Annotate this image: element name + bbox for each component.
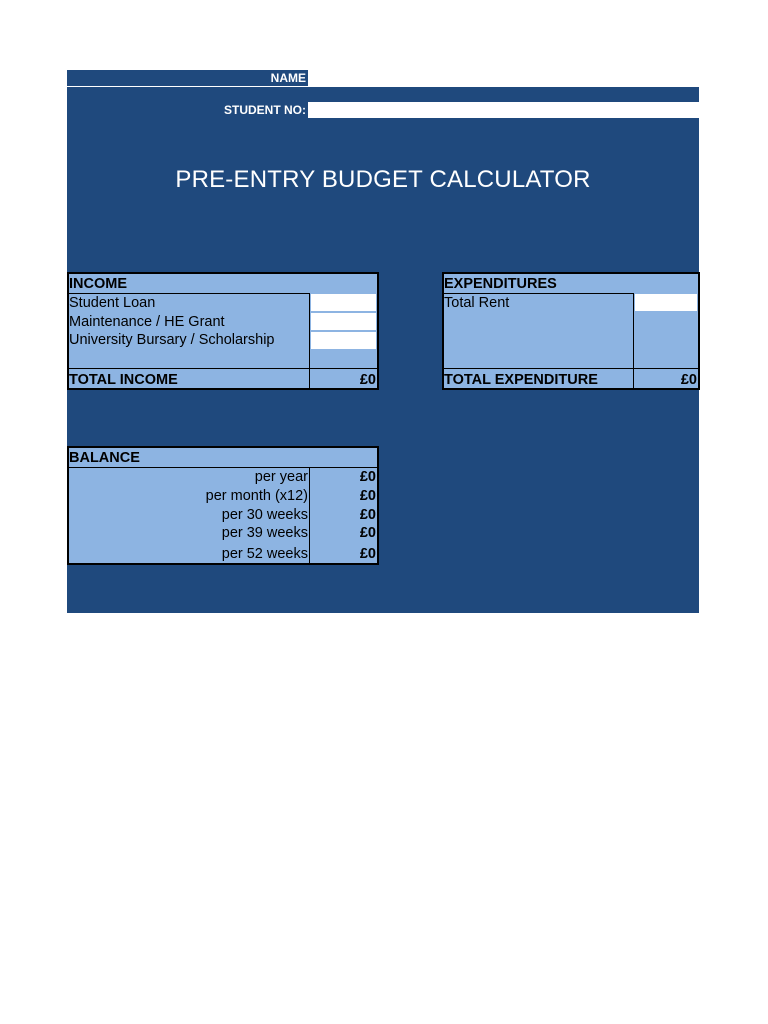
balance-row-label: per 52 weeks bbox=[221, 546, 308, 562]
total-income-label: TOTAL INCOME bbox=[69, 372, 178, 388]
income-heading: INCOME bbox=[69, 276, 127, 292]
name-field[interactable] bbox=[308, 70, 699, 87]
budget-sheet bbox=[67, 70, 699, 613]
total-rent-input[interactable] bbox=[634, 293, 698, 312]
total-income-value: £0 bbox=[359, 372, 376, 388]
income-item-label: University Bursary / Scholarship bbox=[69, 332, 275, 348]
page-title: PRE-ENTRY BUDGET CALCULATOR bbox=[175, 166, 591, 193]
balance-row-label: per year bbox=[254, 469, 308, 485]
balance-heading: BALANCE bbox=[69, 450, 140, 466]
income-item-label: Student Loan bbox=[69, 295, 156, 311]
student-no-field[interactable] bbox=[308, 102, 699, 119]
student-loan-input[interactable] bbox=[310, 293, 377, 312]
balance-row-label: per 39 weeks bbox=[221, 525, 308, 541]
balance-row-value: £0 bbox=[359, 488, 376, 504]
balance-table bbox=[67, 446, 379, 565]
total-expenditure-label: TOTAL EXPENDITURE bbox=[444, 372, 598, 388]
total-expenditure-value: £0 bbox=[680, 372, 697, 388]
balance-row-label: per 30 weeks bbox=[221, 507, 308, 523]
balance-row-value: £0 bbox=[359, 525, 376, 541]
income-item-label: Maintenance / HE Grant bbox=[69, 314, 225, 330]
name-label: NAME bbox=[270, 71, 306, 85]
expenditure-item-label: Total Rent bbox=[444, 295, 510, 311]
expenditures-total-divider bbox=[444, 368, 698, 369]
expenditures-table bbox=[442, 272, 700, 390]
bursary-scholarship-input[interactable] bbox=[310, 331, 377, 350]
name-divider bbox=[67, 86, 699, 87]
balance-row-value: £0 bbox=[359, 507, 376, 523]
balance-row-value: £0 bbox=[359, 469, 376, 485]
balance-row-value: £0 bbox=[359, 546, 376, 562]
student-no-label: STUDENT NO: bbox=[224, 103, 306, 117]
income-table bbox=[67, 272, 379, 390]
income-total-divider bbox=[69, 368, 377, 369]
maintenance-grant-input[interactable] bbox=[310, 312, 377, 331]
balance-row-label: per month (x12) bbox=[205, 488, 308, 504]
expenditures-heading: EXPENDITURES bbox=[444, 276, 557, 292]
